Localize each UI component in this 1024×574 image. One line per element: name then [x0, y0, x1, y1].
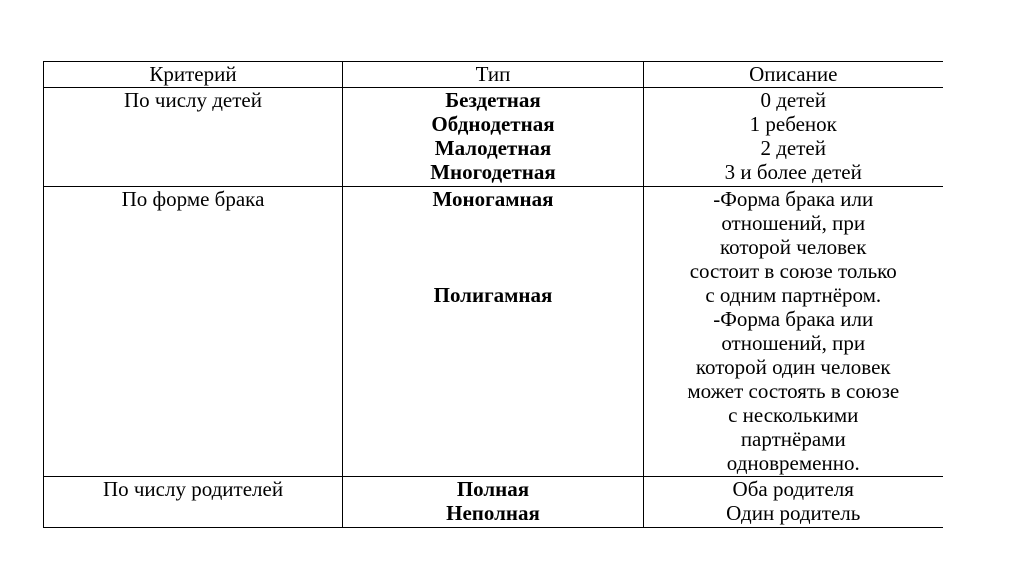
description-line: состоит в союзе только	[689, 259, 897, 283]
description-line: 3 и более детей	[724, 160, 862, 184]
criterion-text: По числу родителей	[102, 477, 284, 501]
type-complete: Полная	[456, 477, 530, 501]
criterion-text: По форме брака	[121, 187, 265, 211]
type-cell	[343, 187, 644, 477]
table-row-children	[44, 88, 943, 187]
header-criterion: Критерий	[44, 62, 343, 88]
description-line: с одним партнёром.	[705, 283, 882, 307]
description-line: может состоять в союзе	[687, 379, 900, 403]
header-type: Тип	[343, 62, 644, 88]
description-cell	[644, 187, 943, 477]
criterion-cell	[44, 88, 343, 187]
table-row-marriage-form	[44, 187, 943, 477]
type-cell	[343, 477, 644, 528]
description-line: 0 детей	[760, 88, 826, 112]
spacer	[343, 211, 643, 283]
type-polygamous: Полигамная	[433, 283, 553, 307]
description-line: Оба родителя	[732, 477, 854, 501]
description-line: отношений, при	[721, 331, 866, 355]
family-classification-table	[43, 61, 943, 528]
type-monogamous: Моногамная	[432, 187, 554, 211]
description-line: -Форма брака или	[713, 187, 874, 211]
description-line: -Форма брака или	[713, 307, 874, 331]
type-many-children: Многодетная	[430, 160, 556, 184]
description-line: которой человек	[720, 235, 867, 259]
description-line: Один родитель	[726, 501, 861, 525]
description-line: 1 ребенок	[749, 112, 837, 136]
criterion-text: По числу детей	[123, 88, 262, 112]
description-line: 2 детей	[760, 136, 826, 160]
table-row-parents	[44, 477, 943, 528]
type-childless: Бездетная	[445, 88, 541, 112]
table-header-row	[44, 62, 943, 88]
description-line: отношений, при	[721, 211, 866, 235]
description-cell	[644, 477, 943, 528]
type-few-children: Малодетная	[434, 136, 552, 160]
description-line: которой один человек	[695, 355, 891, 379]
description-line: партнёрами	[740, 427, 846, 451]
criterion-cell	[44, 477, 343, 528]
type-cell	[343, 88, 644, 187]
criterion-cell	[44, 187, 343, 477]
description-line: с несколькими	[728, 403, 859, 427]
description-cell	[644, 88, 943, 187]
description-line: одновременно.	[726, 451, 860, 475]
type-one-child: Обднодетная	[431, 112, 555, 136]
type-incomplete: Неполная	[446, 501, 540, 525]
header-description: Описание	[644, 62, 943, 88]
